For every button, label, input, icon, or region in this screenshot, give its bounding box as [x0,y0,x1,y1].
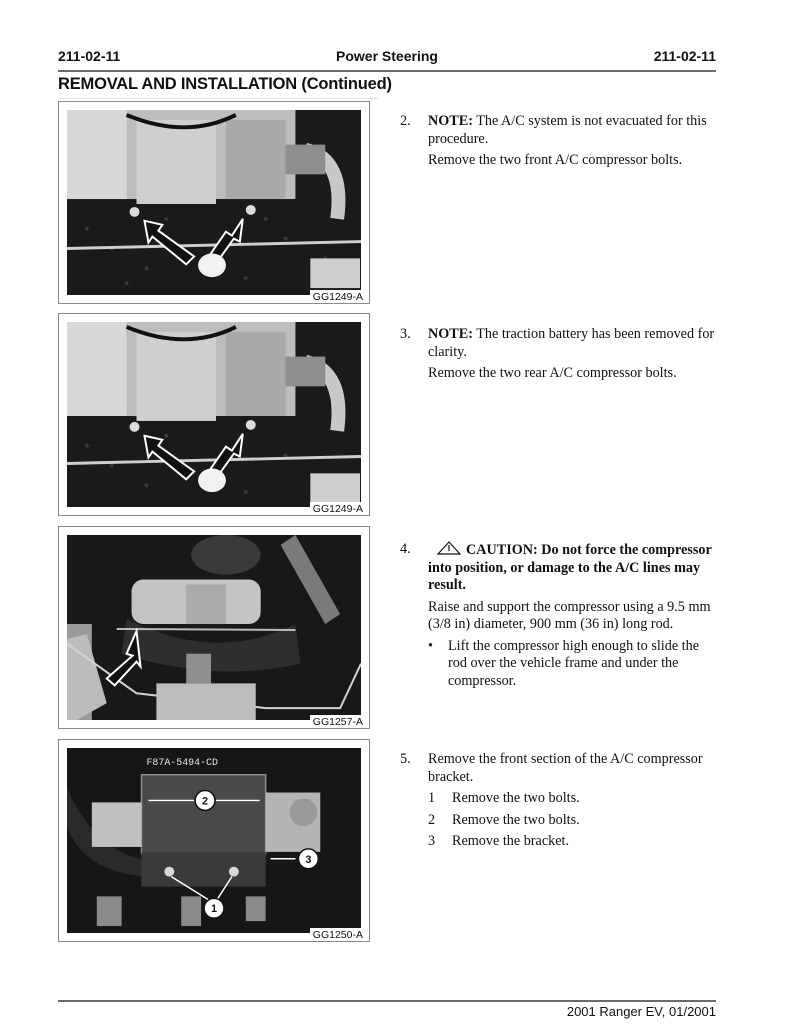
substep [428,812,720,830]
substep-text: Remove the bracket. [452,833,569,849]
svg-text:3: 3 [305,853,312,866]
photo-compressor-front-bolts-icon [67,110,361,295]
substep [428,833,720,851]
step-caution [428,541,720,595]
header-rule [58,70,716,72]
step-5 [400,751,720,851]
step-number: 5. [400,751,411,767]
figure-rod-support [58,526,370,729]
step-4 [400,541,720,690]
bullet-icon: • [428,637,433,654]
step-number: 3. [400,326,411,342]
substep-number: 1 [428,790,436,806]
figure-rear-bolts [58,313,370,516]
step-note [428,113,720,148]
substep-text: Remove the two bolts. [452,790,580,806]
note-text: The traction battery has been removed for clarity. [428,326,715,360]
substep [428,790,720,808]
caution-text: CAUTION: Do not force the compressor into position, or damage to the A/C lines may result. [428,542,712,593]
section-code-right: 211-02-11 [653,48,716,64]
substep-number: 2 [428,811,436,828]
figure-label: GG1257-A [310,715,366,728]
footer-text: 2001 Ranger EV, 01/2001 [566,1004,716,1019]
note-label: NOTE: [428,326,473,342]
step-instruction: Remove the two rear A/C compressor bolts. [428,365,677,381]
step-instruction: Remove the two front A/C compressor bolts. [428,152,683,168]
page-header [58,48,716,66]
photo-compressor-bracket-icon [67,748,361,933]
svg-text:1: 1 [210,903,218,916]
step-2 [400,113,720,174]
figure-label: GG1249-A [310,502,366,515]
figure-label: GG1249-A [310,290,366,303]
step-number: 4. [400,541,411,557]
svg-text:F87A-5494-CD: F87A-5494-CD [146,756,218,768]
photo-compressor-rod-support-icon [67,535,361,720]
section-title: REMOVAL AND INSTALLATION (Continued) [58,75,392,93]
note-text: The A/C system is not evacuated for this procedure. [428,113,707,147]
bullet-text: Lift the compressor high enough to slide the rod over the vehicle frame and under the compressor. [448,637,699,689]
step-number: 2. [400,113,411,129]
figure-label: GG1250-A [310,928,366,941]
substep-text: Remove the two bolts. [452,811,580,828]
step-note [428,326,720,361]
section-title-rule [58,98,378,99]
figure-front-bolts [58,101,370,304]
substep-number: 3 [428,833,436,849]
svg-text:2: 2 [202,795,209,808]
step-instruction: Raise and support the compressor using a 9.5 mm (3/8 in) diameter, 900 mm (36 in) long rod. [428,598,711,632]
note-label: NOTE: [428,113,473,129]
figure-bracket [58,739,370,942]
warning-triangle-icon [436,541,462,555]
step-3 [400,326,720,387]
section-code-left: 211-02-11 [58,48,121,64]
step-instruction: Remove the front section of the A/C compressor bracket. [428,751,703,785]
photo-compressor-rear-bolts-icon [67,322,361,507]
footer-rule [58,1000,716,1002]
bullet-item [428,638,720,691]
page-title: Power Steering [336,48,438,64]
